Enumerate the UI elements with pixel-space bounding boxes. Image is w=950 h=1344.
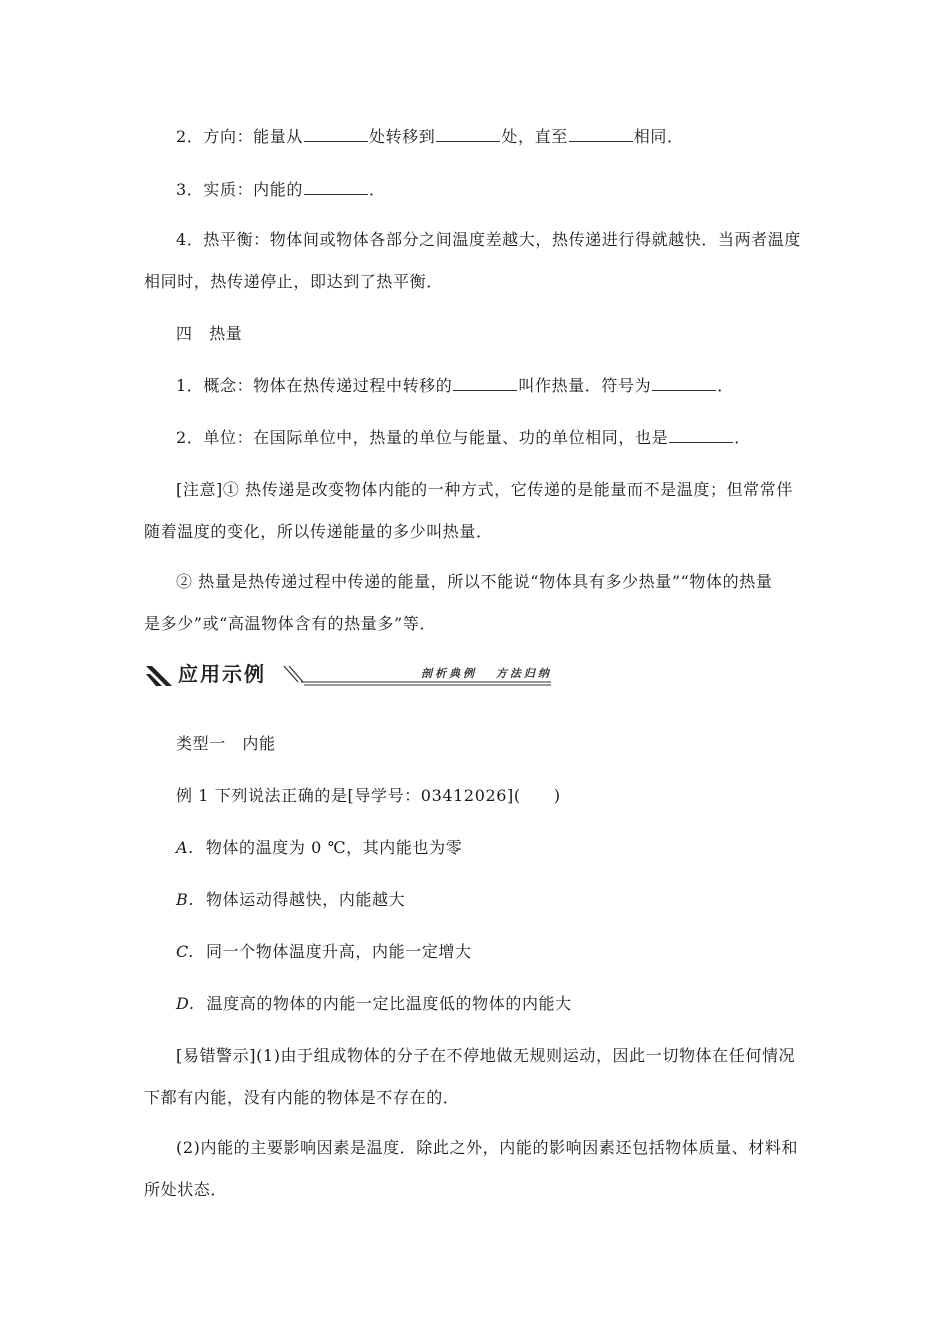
option-c [176, 942, 472, 962]
option-text: 物体运动得越快，内能越大 [206, 890, 406, 909]
essence-line [176, 180, 386, 200]
option-letter: C. [176, 942, 194, 961]
fill-blank [436, 127, 500, 142]
fill-blank [652, 376, 716, 391]
warning-2-line-2: 所处状态． [144, 1180, 228, 1199]
option-letter: B. [176, 890, 195, 909]
type-heading: 类型一 内能 [176, 734, 276, 753]
option-d [176, 994, 572, 1014]
note-1-line-2: 随着温度的变化，所以传递能量的多少叫热量． [144, 522, 493, 541]
text-segment: 处转移到 [368, 127, 436, 146]
unit-line [176, 428, 751, 448]
banner-subtitle: 剖析典例 方法归纳 [421, 667, 552, 680]
text-segment: 1．概念：物体在热传递过程中转移的 [176, 376, 453, 395]
note-2-line-2: 是多少”或“高温物体含有的热量多”等． [144, 614, 436, 633]
warning-1-line-2: 下都有内能，没有内能的物体是不存在的． [144, 1088, 460, 1107]
text-segment: 3．实质：内能的 [176, 180, 303, 199]
text-segment: 处，直至 [501, 127, 568, 146]
text-segment: ． [734, 428, 751, 447]
section-heading-heat: 四 热量 [176, 324, 243, 343]
note-2-line-1: ② 热量是热传递过程中传递的能量，所以不能说“物体具有多少热量”“物体的热量 [176, 572, 773, 591]
text-segment: 叫作热量．符号为 [518, 376, 652, 395]
text-segment: ． [717, 376, 734, 395]
thermal-equilibrium-line-2: 相同时，热传递停止，即达到了热平衡． [144, 272, 443, 291]
fill-blank [304, 180, 368, 195]
fill-blank [669, 428, 733, 443]
banner-title: 应用示例 [178, 662, 266, 686]
option-text: 温度高的物体的内能一定比温度低的物体的内能大 [206, 994, 572, 1013]
text-segment: 相同． [633, 127, 684, 146]
example-question: 例 1 下列说法正确的是[导学号：03412026]( ) [176, 786, 561, 805]
thermal-equilibrium-line-1: 4．热平衡：物体间或物体各部分之间温度差越大，热传递进行得就越快．当两者温度 [176, 230, 801, 249]
text-segment: ． [368, 180, 386, 199]
note-1-line-1: [注意]① 热传递是改变物体内能的一种方式，它传递的是能量而不是温度；但常常伴 [176, 480, 793, 499]
concept-line [176, 376, 734, 396]
option-text: 物体的温度为 0 ℃，其内能也为零 [205, 838, 463, 857]
text-segment: 2．方向：能量从 [176, 127, 303, 146]
warning-2-line-1: (2)内能的主要影响因素是温度．除此之外，内能的影响因素还包括物体质量、材料和 [176, 1138, 799, 1157]
fill-blank [569, 127, 633, 142]
option-a [176, 838, 462, 858]
option-text: 同一个物体温度升高，内能一定增大 [205, 942, 472, 961]
fill-blank [453, 376, 517, 391]
option-letter: D. [176, 994, 195, 1013]
fill-blank [304, 127, 368, 142]
option-letter: A. [176, 838, 194, 857]
section-banner [146, 660, 556, 690]
direction-line [176, 127, 684, 147]
text-segment: 2．单位：在国际单位中，热量的单位与能量、功的单位相同，也是 [176, 428, 669, 447]
option-b [176, 890, 405, 910]
warning-1-line-1: [易错警示](1)由于组成物体的分子在不停地做无规则运动，因此一切物体在任何情况 [176, 1046, 796, 1065]
